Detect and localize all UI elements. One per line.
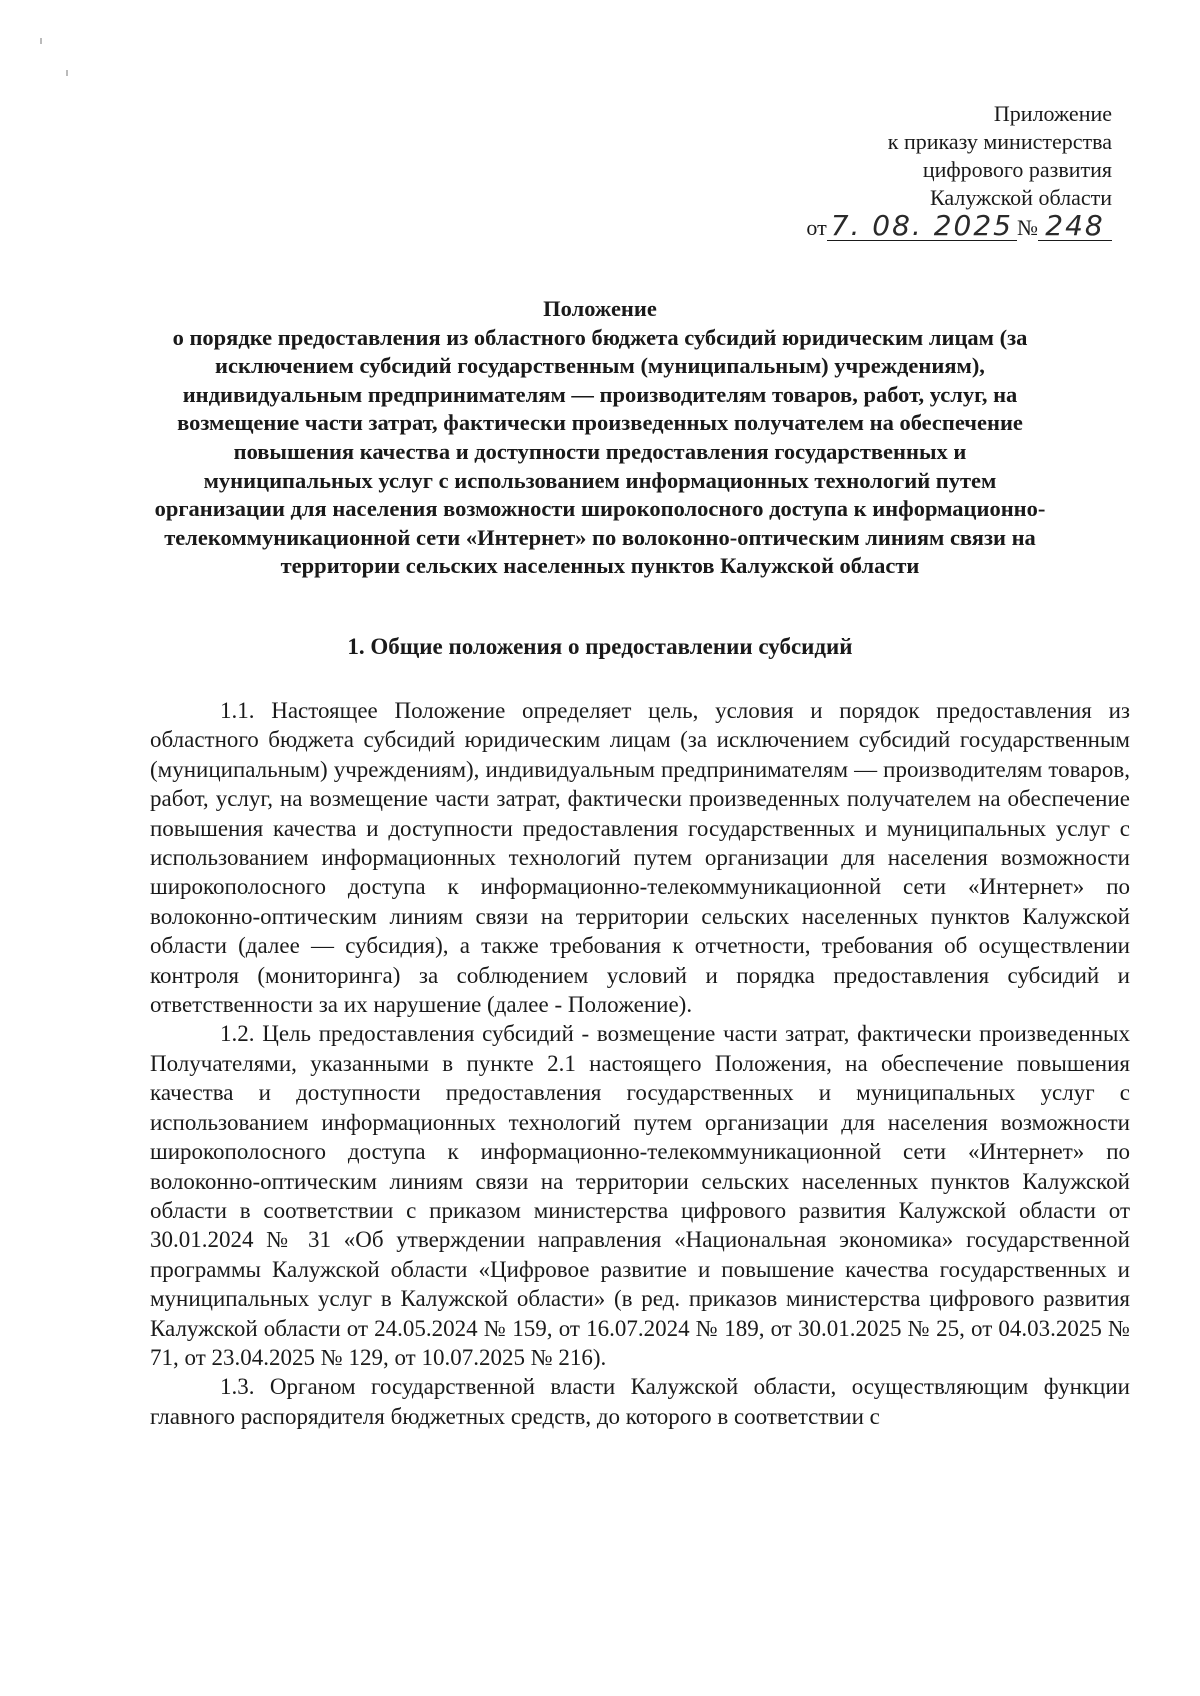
title-heading: Положение — [543, 296, 657, 321]
handwritten-date: 7. 08. 2025 — [827, 212, 1017, 241]
title-subtitle: о порядке предоставления из областного бюджета субсидий юридическим лицам (за исключением субсидий государственным (муниципальным) учреждениям), индивидуальным предпринимателям — производителям товаров, работ, услуг, на возмещение части затрат, фактически произведенных получателем на обеспечение повышения качества и доступности предоставления государственных и муниципальных услуг с использованием информационных технологий путем организации для населения возможности широкополосного доступа к информационно-телекоммуникационной сети «Интернет» по волоконно-оптическим линиям связи на территории сельских населенных пунктов Калужской области — [154, 324, 1046, 579]
appendix-block — [772, 100, 1112, 242]
paragraph: 1.1. Настоящее Положение определяет цель, условия и порядок предоставления из областного бюджета субсидий юридическим лицам (за исключением субсидий государственным (муниципальным) учреждениям), индивидуальным предпринимателям — производителям товаров, работ, услуг, на возмещение части затрат, фактически произведенных получателем на обеспечение повышения качества и доступности предоставления государственных и муниципальных услуг с использованием информационных технологий путем организации для населения возможности широкополосного доступа к информационно-телекоммуникационной сети «Интернет» по волоконно-оптическим линиям связи на территории сельских населенных пунктов Калужской области (далее — субсидия), а также требования к отчетности, требования об осуществлении контроля (мониторинга) за соблюдением условий и порядка предоставления субсидий и ответственности за их нарушение (далее - Положение). — [150, 698, 1130, 1018]
scan-mark — [40, 38, 42, 44]
paragraph: 1.2. Цель предоставления субсидий - возмещение части затрат, фактически произведенных Получателями, указанными в пункте 2.1 настоящего Положения, на обеспечение повышения качества и доступности предоставления государственных и муниципальных услуг с использованием информационных технологий путем организации для населения возможности широкополосного доступа к информационно-телекоммуникационной сети «Интернет» по волоконно-оптическим линиям связи на территории сельских населенных пунктов Калужской области в соответствии с приказом министерства цифрового развития Калужской области от 30.01.2024 № 31 «Об утверждении направления «Национальная экономика» государственной программы Калужской области «Цифровое развитие и повышение качества государственных и муниципальных услуг в Калужской области» (в ред. приказов министерства цифрового развития Калужской области от 24.05.2024 № 159, от 16.07.2024 № 189, от 30.01.2025 № 25, от 04.03.2025 № 71, от 23.04.2025 № 129, от 10.07.2025 № 216). — [150, 1021, 1130, 1370]
scan-mark — [66, 70, 68, 76]
document-title — [150, 295, 1050, 581]
order-date-number — [772, 209, 1112, 242]
handwritten-number: 248 — [1038, 212, 1112, 241]
appendix-line: Калужской области — [930, 185, 1112, 210]
section-heading: 1. Общие положения о предоставлении субсидий — [347, 634, 853, 659]
document-body — [150, 696, 1130, 1431]
appendix-line: к приказу министерства — [887, 129, 1112, 154]
appendix-line: Приложение — [993, 101, 1112, 126]
appendix-line: цифрового развития — [922, 157, 1112, 182]
date-prefix: от — [806, 215, 827, 240]
number-prefix: № — [1017, 215, 1038, 240]
paragraph: 1.3. Органом государственной власти Калужской области, осуществляющим функции главного распорядителя бюджетных средств, до которого в соответствии с — [150, 1374, 1130, 1429]
